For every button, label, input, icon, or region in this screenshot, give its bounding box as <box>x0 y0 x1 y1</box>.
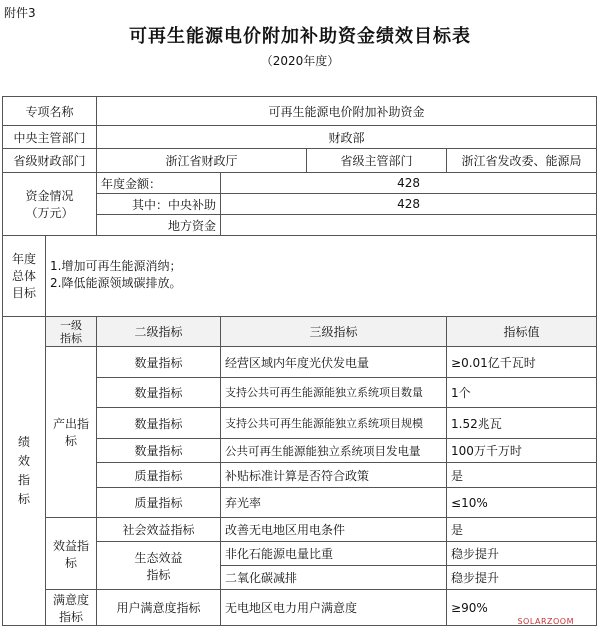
page-title: 可再生能源电价附加补助资金绩效目标表 <box>129 26 471 47</box>
table-row-l3: 公共可再生能源能独立系统项目发电量 <box>221 439 447 463</box>
annual-goals-text: 1.增加可再生能源消纳； 2.降低能源领域碳排放。 <box>46 236 597 317</box>
central-subsidy-value: 428 <box>221 194 597 215</box>
project-name-label: 专项名称 <box>3 97 97 126</box>
table-row-l3: 补贴标准计算是否符合政策 <box>221 463 447 488</box>
group-benefit: 效益指 标 <box>46 518 97 590</box>
table-row-l3: 改善无电地区用电条件 <box>221 518 447 542</box>
header-value: 指标值 <box>447 317 597 347</box>
annual-amount-value: 428 <box>221 173 597 194</box>
table-row-value: 是 <box>447 518 597 542</box>
table-row-value: 是 <box>447 463 597 488</box>
table-row-l3: 经营区域内年度光伏发电量 <box>221 347 447 378</box>
table-row-value: 稳步提升 <box>447 542 597 566</box>
prov-finance-label: 省级财政部门 <box>3 149 97 173</box>
table-row-l2: 社会效益指标 <box>97 518 221 542</box>
table-row-l2: 质量指标 <box>97 488 221 518</box>
table-row-l2: 质量指标 <box>97 463 221 488</box>
table-row-l2: 用户满意度指标 <box>97 590 221 626</box>
table-row-l3: 无电地区电力用户满意度 <box>221 590 447 626</box>
table-row-value: ≤10% <box>447 488 597 518</box>
group-output: 产出指 标 <box>46 347 97 518</box>
table-row-l2: 数量指标 <box>97 347 221 378</box>
watermark-logo: SOLARZOOM <box>517 617 574 626</box>
performance-table <box>2 96 597 626</box>
local-funds-label: 地方资金 <box>97 215 221 236</box>
table-row-value: 100万千万时 <box>447 439 597 463</box>
header-level2: 二级指标 <box>97 317 221 347</box>
table-row-l2: 数量指标 <box>97 408 221 439</box>
table-row-value: ≥0.01亿千瓦时 <box>447 347 597 378</box>
table-row-l3: 二氧化碳减排 <box>221 566 447 590</box>
table-row-value: 1个 <box>447 378 597 408</box>
annual-amount-label: 年度金额： <box>97 173 221 194</box>
table-row-l3: 支持公共可再生能源能独立系统项目数量 <box>221 378 447 408</box>
table-row-value: 1.52兆瓦 <box>447 408 597 439</box>
performance-indicators-label: 绩 效 指 标 <box>3 317 46 626</box>
table-row-l3: 非化石能源电量比重 <box>221 542 447 566</box>
header-level3: 三级指标 <box>221 317 447 347</box>
table-row-l2: 数量指标 <box>97 439 221 463</box>
table-row-l2: 数量指标 <box>97 378 221 408</box>
attachment-label: 附件3 <box>4 6 36 20</box>
eco-benefit-label: 生态效益 指标 <box>97 542 221 590</box>
annual-goals-label: 年度 总体 目标 <box>3 236 46 317</box>
year-label: （2020年度） <box>260 54 340 68</box>
group-satisfaction: 满意度 指标 <box>46 590 97 626</box>
prov-dept-value: 浙江省发改委、能源局 <box>447 149 597 173</box>
prov-dept-label: 省级主管部门 <box>307 149 447 173</box>
local-funds-value <box>221 215 597 236</box>
prov-finance-value: 浙江省财政厅 <box>97 149 307 173</box>
table-row-l3: 弃光率 <box>221 488 447 518</box>
central-dept-value: 财政部 <box>97 126 597 149</box>
table-row-value: 稳步提升 <box>447 566 597 590</box>
central-dept-label: 中央主管部门 <box>3 126 97 149</box>
project-name-value: 可再生能源电价附加补助资金 <box>97 97 597 126</box>
central-subsidy-label: 其中：中央补助 <box>97 194 221 215</box>
funds-label: 资金情况 （万元） <box>3 173 97 236</box>
header-level1: 一级 指标 <box>46 317 97 347</box>
table-row-value: ≥90% <box>447 590 597 626</box>
table-row-l3: 支持公共可再生能源能独立系统项目规模 <box>221 408 447 439</box>
